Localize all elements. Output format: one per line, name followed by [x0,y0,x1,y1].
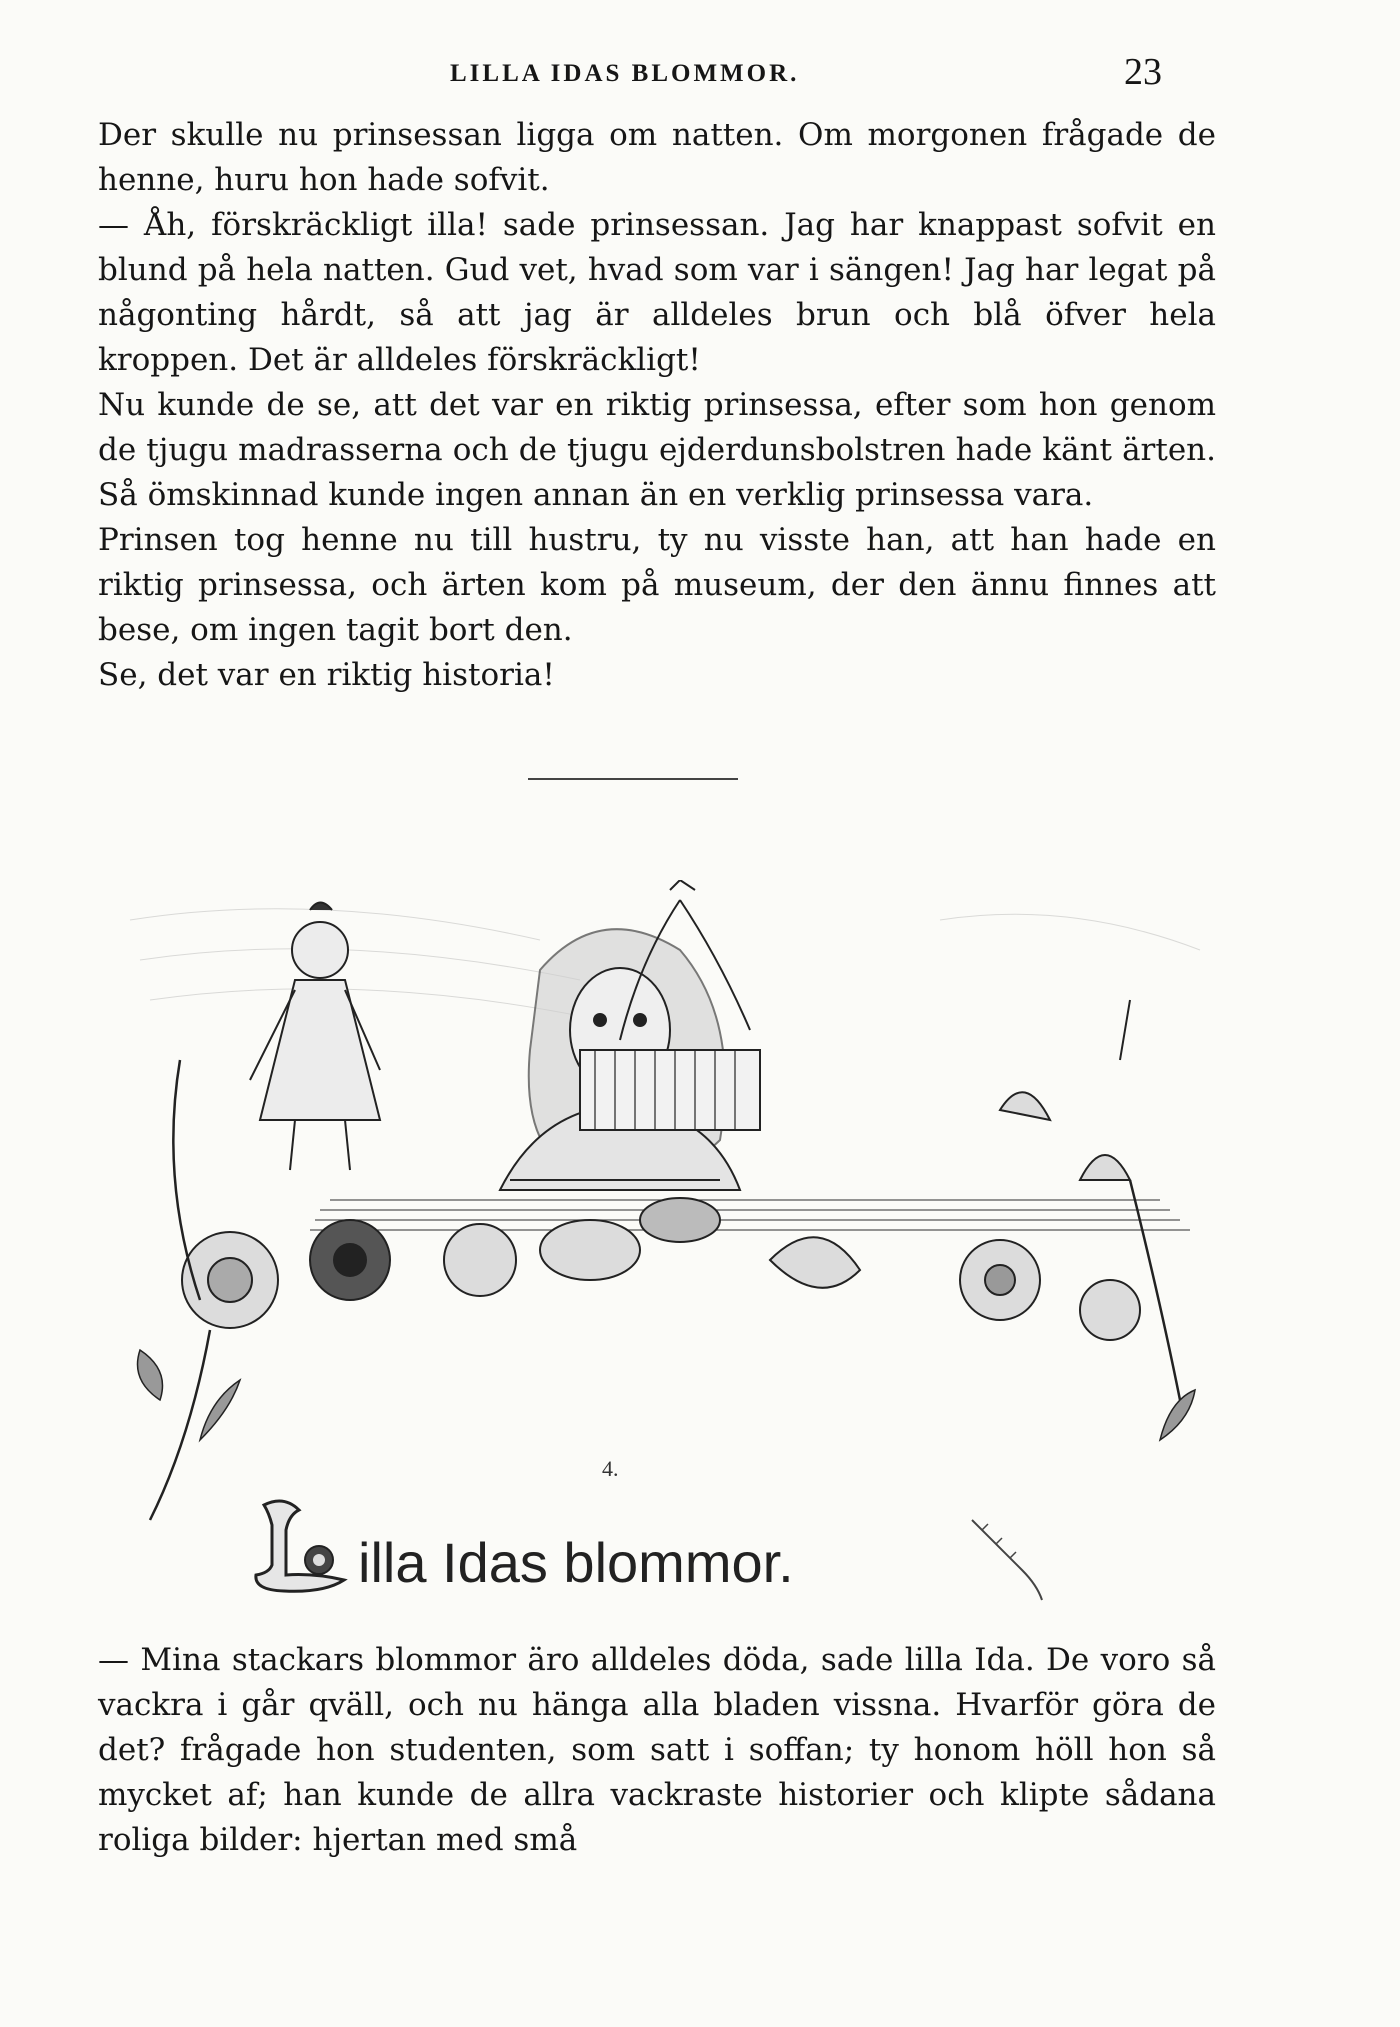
chapter-title-text: illa Idas blommor. [358,1531,794,1594]
paragraph: Se, det var en riktig historia! [98,657,555,693]
section-divider [528,778,738,780]
top-text-block [58,113,1216,698]
engraver-signature [962,1500,1072,1610]
chapter-heading [244,1495,794,1595]
paragraph: Nu kunde de se, att det var en riktig prinsessa, efter som hon genom de tjugu madrasserna och de tjugu ejderdunsbolstren hade känt ärten. Så ömskinnad kunde ingen annan än en verklig prinsessa vara. [98,387,1216,513]
paragraph: — Mina stackars blommor äro alldeles döda, sade lilla Ida. De voro så vackra i går qväll, och nu hänga alla bladen vissna. Hvarför göra de det? frågade hon studenten, som satt i soffan; ty honom höll hon så mycket af; han kunde de allra vackraste historier och klipte sådana roliga bilder: hjertan med små [98,1642,1216,1858]
bottom-text-block [58,1638,1216,1863]
paragraph: — Åh, förskräckligt illa! sade prinsessan. Jag har knappast sofvit en blund på hela natten. Gud vet, hvad som var i sängen! Jag har legat på någonting hårdt, så att jag är alldeles brun och blå öfver hela kroppen. Det är alldeles förskräckligt! [98,207,1216,378]
page-number: 23 [1124,51,1162,93]
doll-figure [250,903,380,1171]
paragraph: Der skulle nu prinsessan ligga om natten. Om morgonen frågade de henne, huru hon hade sofvit. [98,117,1216,198]
ornamental-initial-l-icon [244,1495,354,1595]
engraving-girl-with-doll-and-flowers [120,880,1240,1600]
chapter-illustration [120,880,1240,1600]
paragraph: Prinsen tog henne nu till hustru, ty nu visste han, att han hade en riktig prinsessa, och ärten kom på museum, der den ännu finnes att bese, om ingen tagit bort den. [98,522,1216,648]
running-title: LILLA IDAS BLOMMOR. [450,60,800,87]
running-head [0,50,1400,100]
chapter-number: 4. [602,1456,619,1481]
